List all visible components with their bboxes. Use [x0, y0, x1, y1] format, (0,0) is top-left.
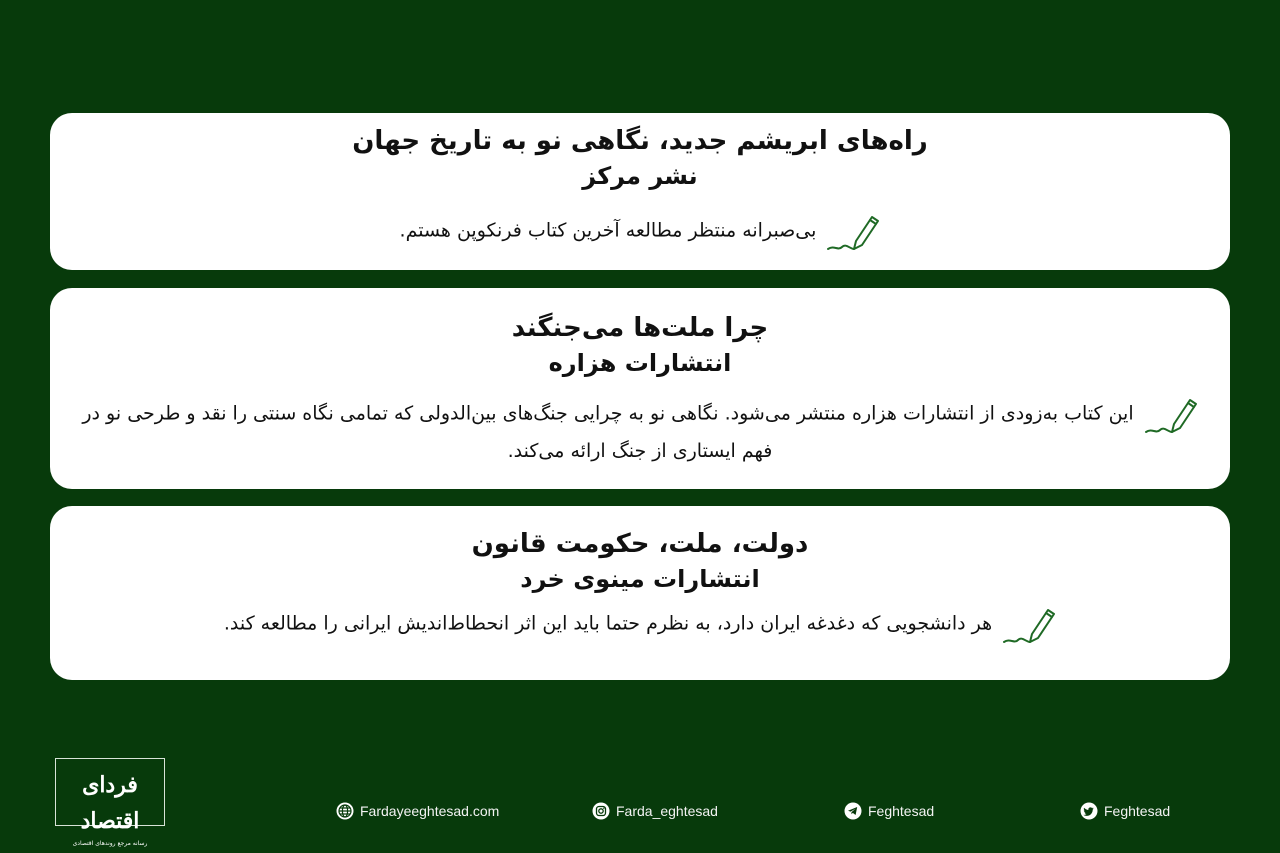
pen-icon: [1002, 602, 1056, 646]
book-publisher: انتشارات مینوی خرد: [520, 565, 760, 593]
book-card-3: [50, 506, 1230, 680]
pen-icon: [826, 209, 880, 253]
book-card-1: [50, 113, 1230, 270]
instagram-icon: [592, 802, 610, 820]
pen-icon: [1144, 392, 1198, 436]
book-review: این کتاب به‌زودی از انتشارات هزاره منتشر می‌شود. نگاهی نو به چرایی جنگ‌های بین‌الدولی که تمامی نگاه سنتی را نقد و طرحی نو در فهم ایستاری از جنگ ارائه می‌کند.: [50, 392, 1230, 466]
book-title: چرا ملت‌ها می‌جنگند: [511, 313, 769, 343]
book-publisher: نشر مرکز: [582, 162, 698, 190]
logo-text: فردای اقتصاد: [80, 772, 140, 834]
book-card-2: [50, 288, 1230, 489]
footer: [0, 750, 1280, 850]
brand-logo: [55, 758, 165, 847]
logo-subtext: رسانه مرجع روندهای اقتصادی: [72, 840, 148, 847]
twitter-link[interactable]: Feghtesad: [1080, 802, 1170, 820]
instagram-link[interactable]: Farda_eghtesad: [592, 802, 718, 820]
book-review: بی‌صبرانه منتظر مطالعه آخرین کتاب فرنکوپن هستم.: [50, 209, 1230, 253]
book-publisher: انتشارات هزاره: [548, 349, 732, 377]
telegram-icon: [844, 802, 862, 820]
telegram-link[interactable]: Feghtesad: [844, 802, 934, 820]
book-title: دولت، ملت، حکومت قانون: [471, 529, 809, 559]
globe-icon: [336, 802, 354, 820]
twitter-icon: [1080, 802, 1098, 820]
book-title: راه‌های ابریشم جدید، نگاهی نو به تاریخ جهان: [352, 126, 928, 156]
website-link[interactable]: Fardayeeghtesad.com: [336, 802, 499, 820]
book-review: هر دانشجویی که دغدغه ایران دارد، به نظرم حتما باید این اثر انحطاط‌اندیش ایرانی را مطالعه کند.: [50, 602, 1230, 646]
